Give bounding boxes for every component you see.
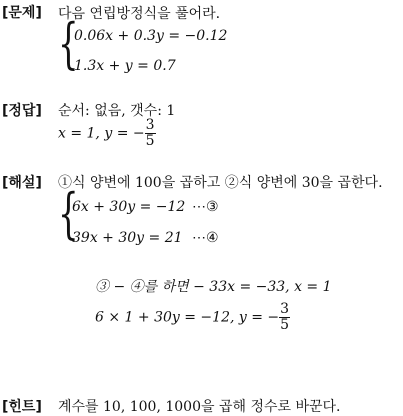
explanation-step-2 <box>95 302 290 333</box>
problem-label: [문제] <box>2 5 42 21</box>
problem-equation-1: 0.06x + 0.3y = −0.12 <box>74 28 228 44</box>
explanation-step-2-fraction-den: 5 <box>280 317 290 333</box>
hint-text: 계수를 10, 100, 1000을 곱해 정수로 바꾼다. <box>58 399 341 415</box>
answer-solution <box>58 118 156 149</box>
answer-fraction <box>145 118 156 149</box>
answer-text: 순서: 없음, 갯수: 1 <box>58 103 176 119</box>
explanation-equation-3: 6x + 30y = −12 <box>72 199 186 215</box>
answer-fraction-num: 3 <box>145 117 155 133</box>
explanation-step-2-fraction <box>279 302 290 333</box>
explanation-step-2-prefix: 6 × 1 + 30y = −12, y = − <box>95 309 280 326</box>
hint-label: [힌트] <box>2 399 42 415</box>
problem-equation-2: 1.3x + y = 0.7 <box>74 58 176 74</box>
explanation-brace: { <box>58 182 79 245</box>
problem-text: 다음 연립방정식을 풀어라. <box>58 6 221 22</box>
explanation-step-1: ③ − ④를 하면 − 33x = −33, x = 1 <box>95 279 332 295</box>
explanation-equation-4: 39x + 30y = 21 <box>72 230 183 246</box>
answer-label: [정답] <box>2 103 42 119</box>
explanation-step-2-fraction-num: 3 <box>280 301 290 317</box>
explanation-equation-3-tag: ⋯③ <box>192 199 219 215</box>
explanation-text: ①식 양변에 100을 곱하고 ②식 양변에 30을 곱한다. <box>58 175 383 191</box>
problem-brace: { <box>58 12 79 75</box>
explanation-equation-4-tag: ⋯④ <box>192 230 219 246</box>
answer-solution-prefix: x = 1, y = − <box>58 125 145 142</box>
explanation-label: [해설] <box>2 175 42 191</box>
answer-fraction-den: 5 <box>145 133 155 149</box>
